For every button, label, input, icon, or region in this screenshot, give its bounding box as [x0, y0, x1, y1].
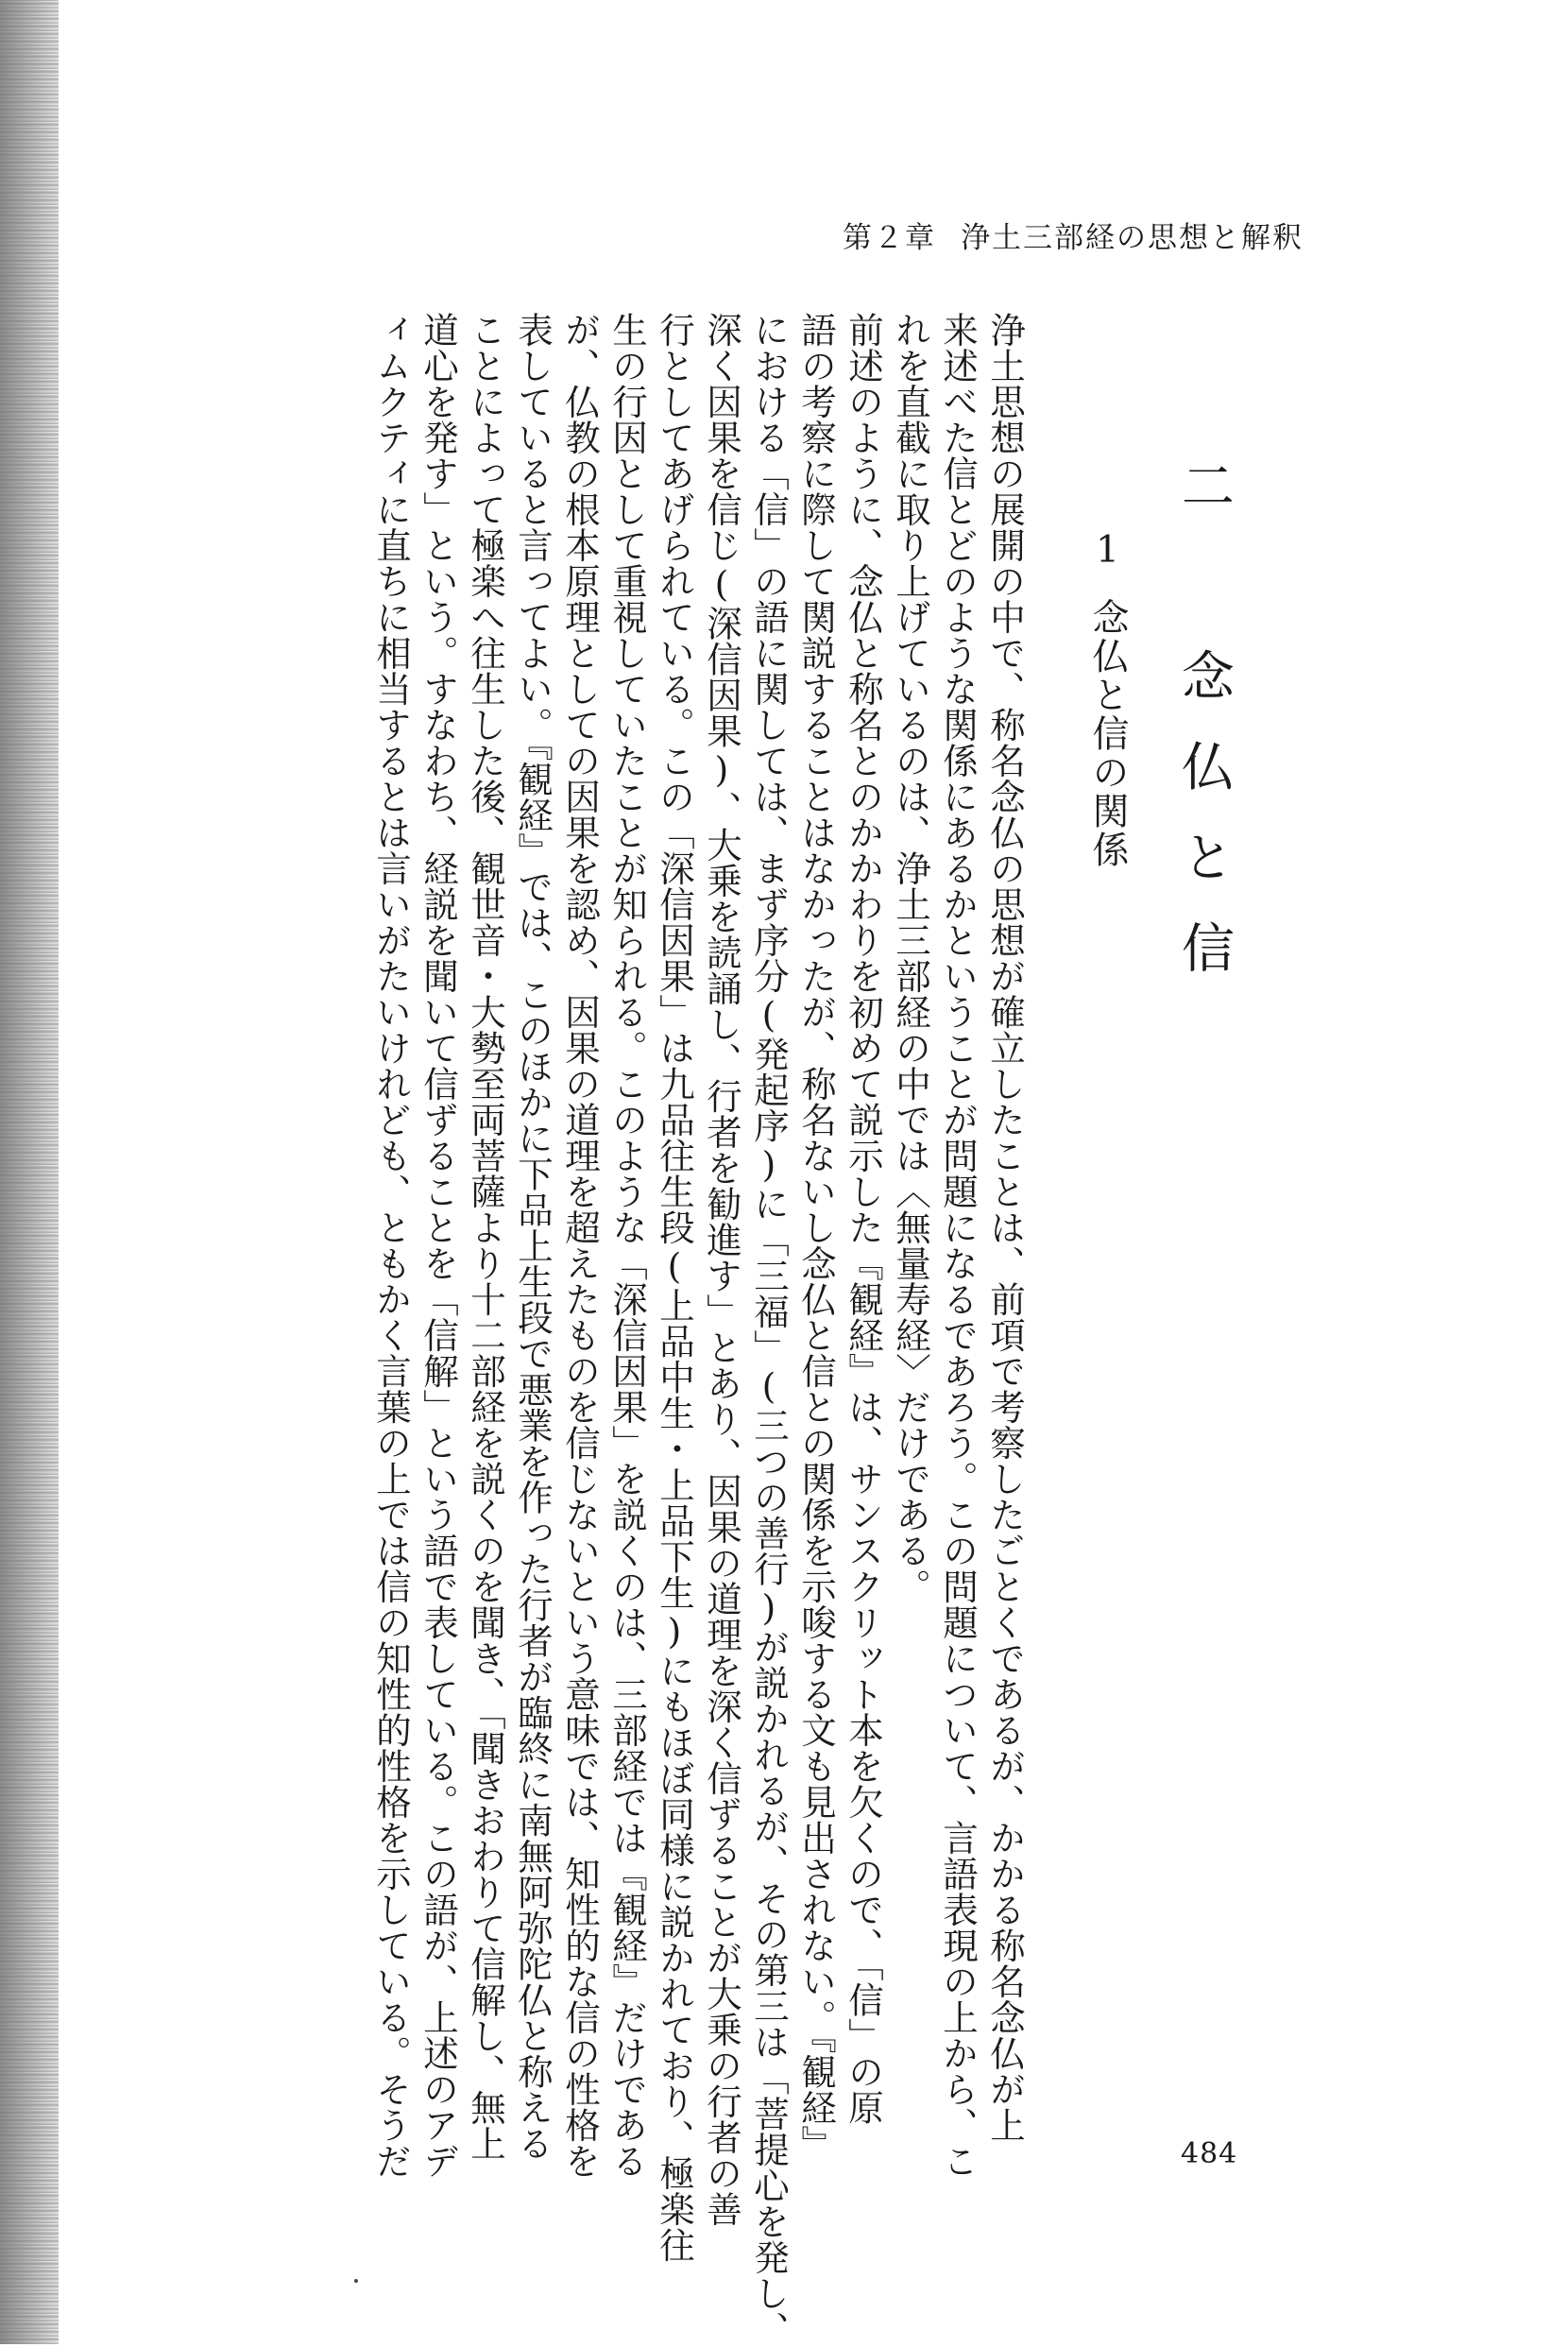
body-line: が、仏教の根本原理としての因果を認め、因果の道理を超えたものを信じないという意味では、知性的な信の性格を [559, 312, 601, 2179]
running-head-chapter: 第２章 [843, 221, 936, 255]
page-number: 484 [1181, 2137, 1238, 2170]
body-line: 生の行因として重視していたことが知られる。このような「深信因果」を説くのは、三部経では『観経』だけである [606, 312, 648, 2179]
body-line: 前述のように、念仏と称名とのかかわりを初めて説示した『観経』は、サンスクリット本を欠くので、「信」の原 [843, 312, 884, 2126]
section-title: 二 念仏と信 [1173, 458, 1235, 1011]
body-line: における「信」の語に関しては、まず序分(発起序)に「三福」(三つの善行)が説かれるが、その第三は「菩提心を発し、 [748, 312, 790, 2347]
scan-binding-edge [0, 0, 59, 2344]
subsection-heading [1086, 529, 1129, 869]
body-line: 道心を発す」という。すなわち、経説を聞いて信ずることを「信解」という語で表している。この語が、上述のアデ [418, 312, 459, 2179]
body-line: 行としてあげられている。この「深信因果」は九品往生段(上品中生・上品下生)にもほぼ同様に説かれており、極楽往 [654, 312, 695, 2263]
body-line: ィムクティに直ちに相当するとは言いがたいけれども、ともかく言葉の上では信の知性的性格を示している。そうだ [370, 312, 412, 2179]
body-line: 深く因果を信じ(深信因果)、大乗を読誦し、行者を勧進す」とあり、因果の道理を深く信ずることが大乗の行者の善 [701, 312, 742, 2227]
body-line: れを直截に取り上げているのは、浄土三部経の中では〈無量寿経〉だけである。 [890, 312, 931, 1604]
scan-speck [354, 2279, 358, 2283]
body-line: 来述べた信とどのような関係にあるかということが問題になるであろう。この問題について、言語表現の上から、こ [937, 312, 979, 2179]
running-head [843, 214, 1304, 256]
body-line: 表していると言ってよい。『観経』では、このほかに下品上生段で悪業を作った行者が臨終に南無阿弥陀仏と称える [512, 312, 554, 2162]
body-line: 語の考察に際して関説することはなかったが、称名ないし念仏と信との関係を示唆する文も見出されない。『観経』 [795, 312, 837, 2162]
body-line: 浄土思想の展開の中で、称名念仏の思想が確立したことは、前項で考察したごとくであるが、かかる称名念仏が上 [984, 312, 1026, 2143]
running-head-title: 浄土三部経の思想と解釈 [961, 221, 1304, 255]
subsection-title: 念仏と信の関係 [1086, 598, 1129, 869]
subsection-number: 1 [1086, 529, 1129, 574]
body-line: ことによって極楽へ往生した後、観世音・大勢至両菩薩より十二部経を説くのを聞き、「聞きおわりて信解し、無上 [465, 312, 506, 2162]
